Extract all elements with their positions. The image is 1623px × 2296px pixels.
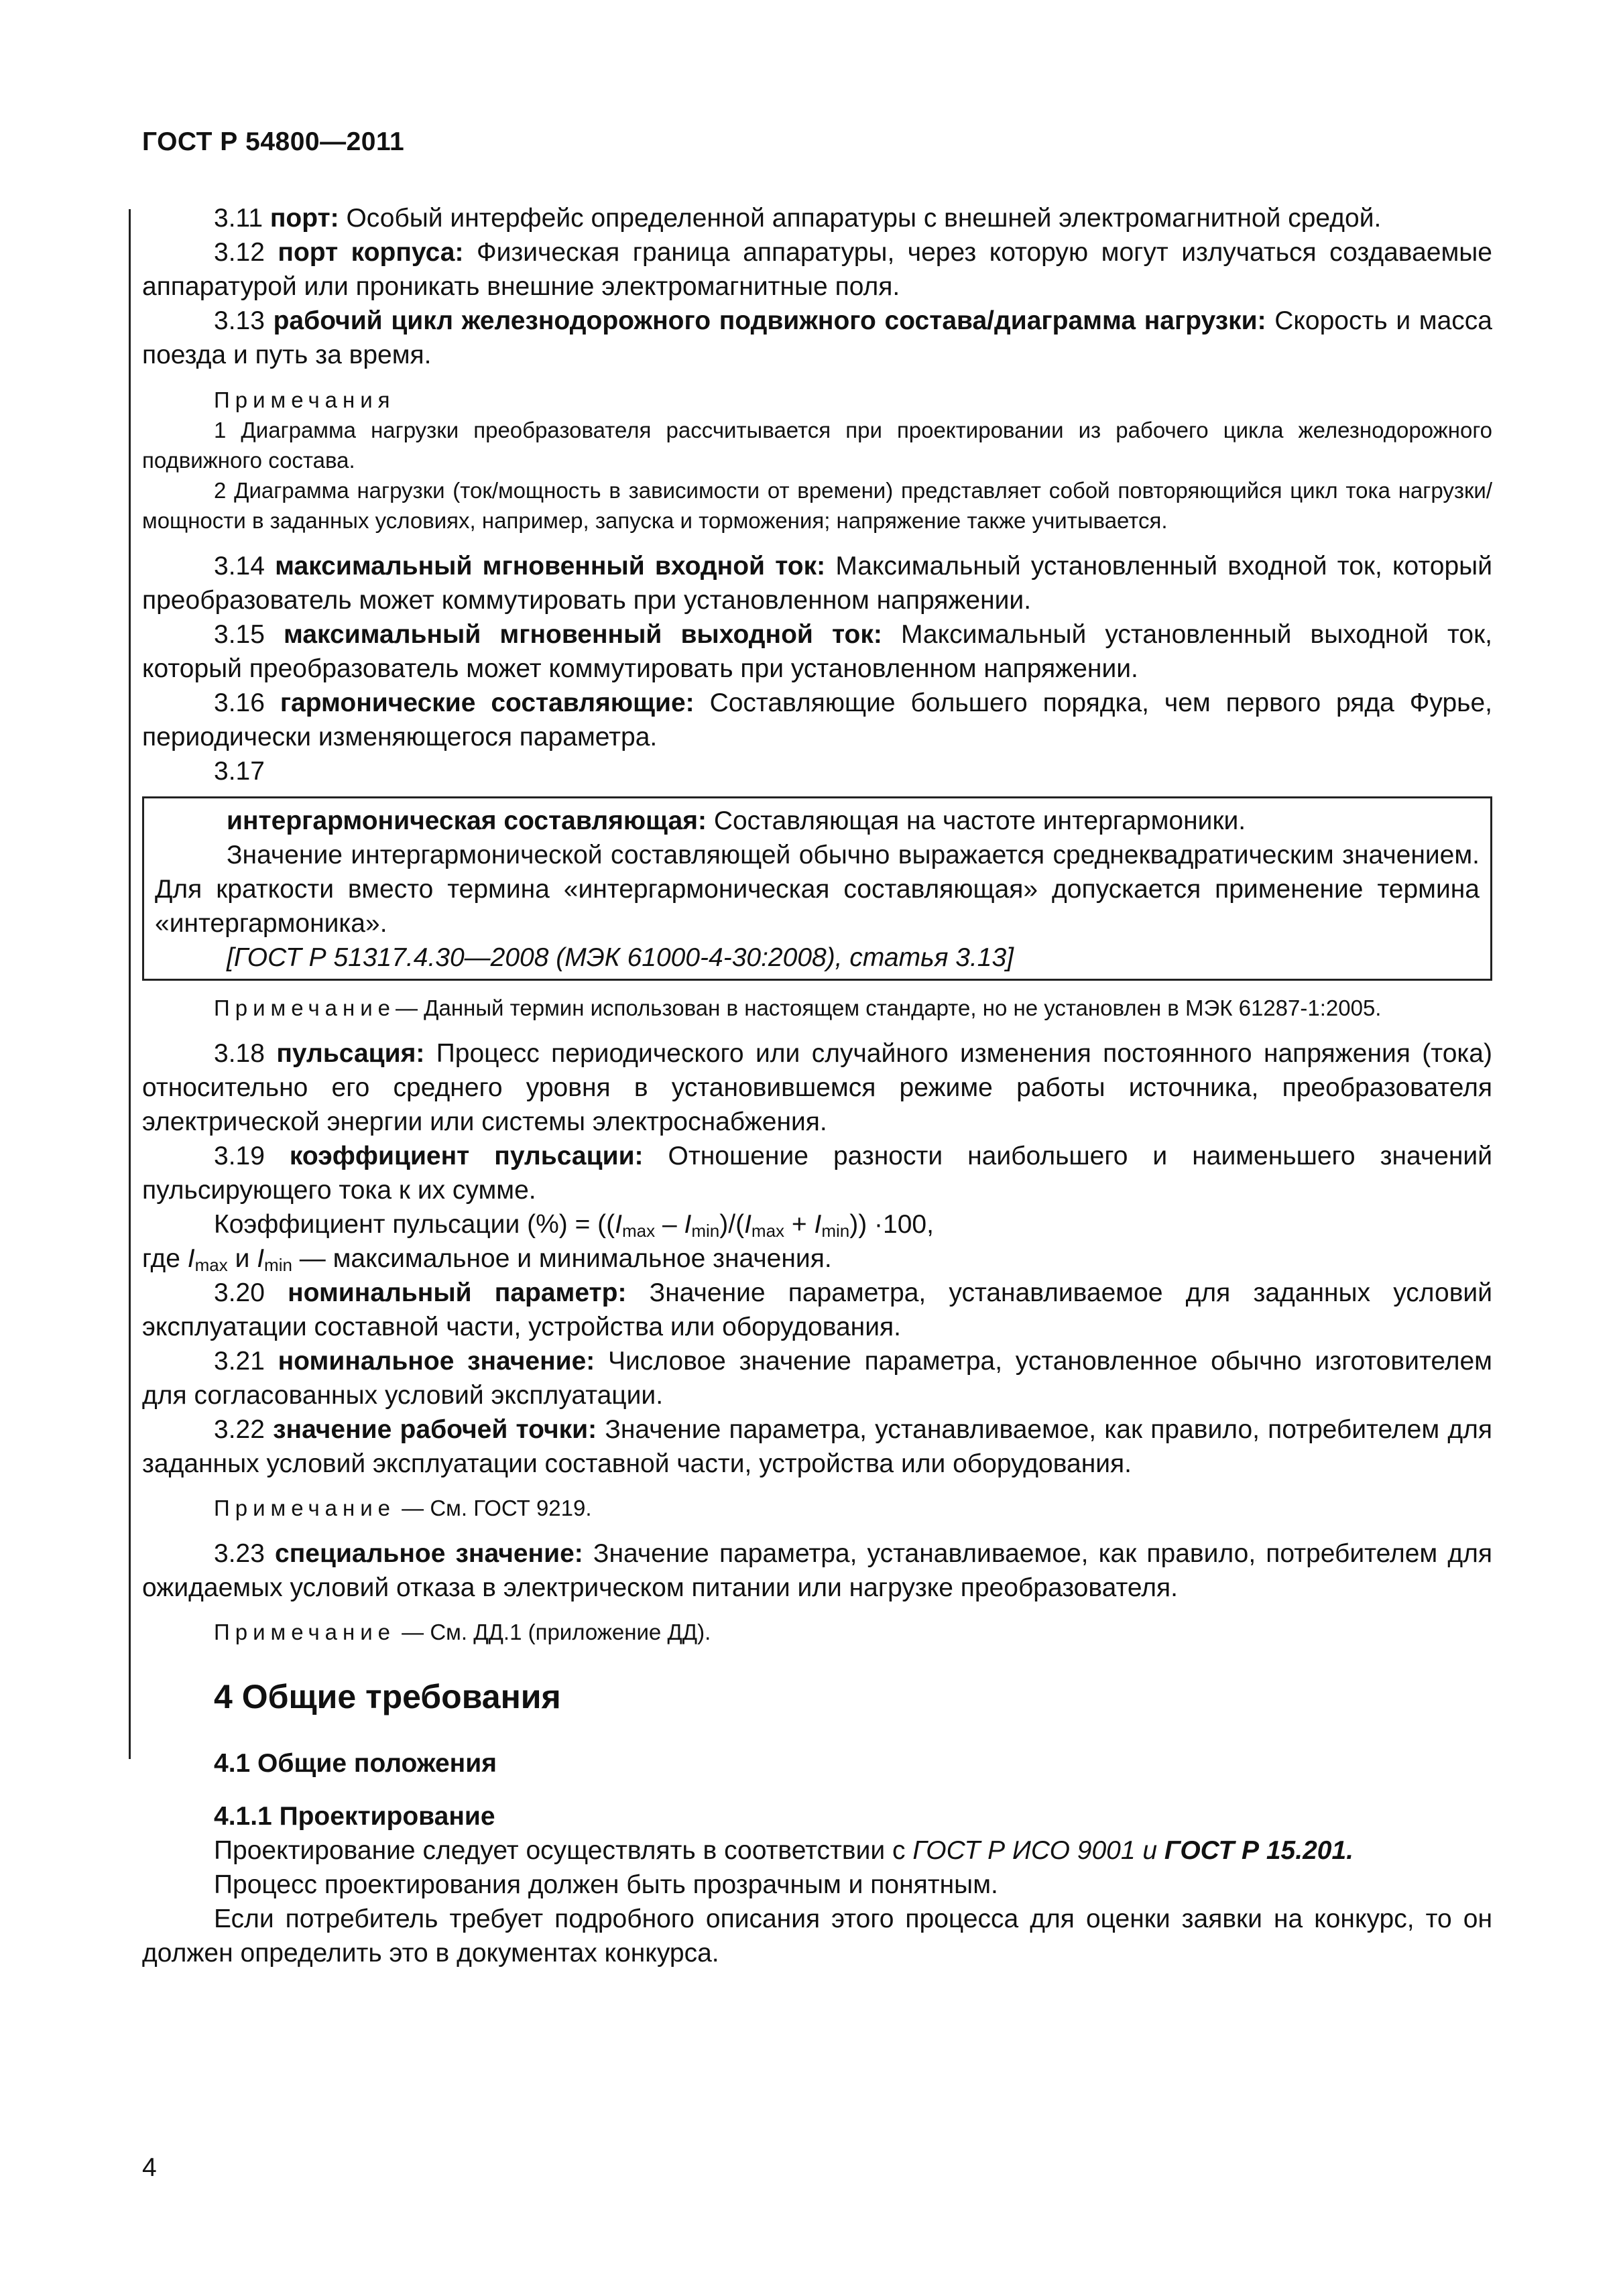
term-3-17-number: 3.17 xyxy=(214,757,265,786)
design-paragraph-2: Процесс проектирования должен быть прозрачным и понятным. xyxy=(214,1870,998,1899)
page-number: 4 xyxy=(142,2153,157,2182)
term-3-15: 3.15 максимальный мгновенный выходной ток: Максимальный установленный выходной ток, который преобразователь может коммутировать при установленном напряжении. xyxy=(142,620,1492,683)
note-3-22: Примечание — См. ГОСТ 9219. xyxy=(214,1496,592,1520)
ripple-formula: Коэффициент пульсации (%) = $((I_{max} - I_{min})/(I_{max} + I_{min})) \cdot 100$, xyxy=(214,1210,934,1241)
term-3-19: 3.19 коэффициент пульсации: Отношение разности наибольшего и наименьшего значений пульсирующего тока к их сумме. xyxy=(142,1142,1492,1205)
term-3-16: 3.16 гармонические составляющие: Составляющие большего порядка, чем первого ряда Фурье, периодически изменяющегося параметра. xyxy=(142,688,1492,751)
term-3-12: 3.12 порт корпуса: Физическая граница аппаратуры, через которую могут излучаться создаваемые аппаратурой или проникать внешние электромагнитные поля. xyxy=(142,238,1492,301)
note-3-17: Примечание— Данный термин использован в настоящем стандарте, но не установлен в МЭК 61287-1:2005. xyxy=(214,995,1382,1020)
note-1: 1 Диаграмма нагрузки преобразователя рассчитывается при проектировании из рабочего цикла железнодорожного подвижного состава. xyxy=(142,418,1492,473)
term-3-13: 3.13 рабочий цикл железнодорожного подвижного состава/диаграмма нагрузки: Скорость и масса поезда и путь за время. xyxy=(142,306,1492,369)
term-3-17-reference: [ГОСТ Р 51317.4.30—2008 (МЭК 61000-4-30:2008), статья 3.13] xyxy=(227,943,1014,972)
term-3-22: 3.22 значение рабочей точки: Значение параметра, устанавливаемое, как правило, потребителем для заданных условий эксплуатации составной части, устройства или оборудования. xyxy=(142,1415,1492,1478)
term-3-20: 3.20 номинальный параметр: Значение параметра, устанавливаемое для заданных условий эксплуатации составной части, устройства или оборудования. xyxy=(142,1278,1492,1341)
document-body xyxy=(142,201,1492,1970)
design-paragraph-1: Проектирование следует осуществлять в соответствии с ГОСТ Р ИСО 9001 и ГОСТ Р 15.201. xyxy=(214,1836,1354,1865)
term-3-23: 3.23 специальное значение: Значение параметра, устанавливаемое, как правило, потребителем для ожидаемых условий отказа в электрическом питании или нагрузке преобразователя. xyxy=(142,1539,1492,1602)
section-4-1-1-heading: 4.1.1 Проектирование xyxy=(214,1802,495,1831)
term-3-17-box xyxy=(142,796,1492,981)
section-4-1-heading: 4.1 Общие положения xyxy=(214,1749,497,1778)
term-3-11: 3.11 порт: Особый интерфейс определенной аппаратуры с внешней электромагнитной средой. xyxy=(214,204,1382,233)
term-3-17-definition: интергармоническая составляющая: Составляющая на частоте интергармоники. xyxy=(227,806,1246,835)
note-2: 2 Диаграмма нагрузки (ток/мощность в зависимости от времени) представляет собой повторяющийся цикл тока нагрузки/мощности в заданных условиях, например, запуска и торможения; напряжение также учитывается. xyxy=(142,478,1492,533)
section-4-heading: 4 Общие требования xyxy=(214,1678,561,1715)
notes-heading: Примечания xyxy=(214,387,396,412)
note-3-23: Примечание — См. ДД.1 (приложение ДД). xyxy=(214,1620,711,1644)
term-3-18: 3.18 пульсация: Процесс периодического или случайного изменения постоянного напряжения (тока) относительно его среднего уровня в установившемся режиме работы источника, преобразователя электрической энергии или системы электроснабжения. xyxy=(142,1039,1492,1136)
term-3-14: 3.14 максимальный мгновенный входной ток: Максимальный установленный входной ток, который преобразователь может коммутировать при установленном напряжении. xyxy=(142,552,1492,615)
term-3-21: 3.21 номинальное значение: Числовое значение параметра, установленное обычно изготовителем для согласованных условий эксплуатации. xyxy=(142,1347,1492,1410)
change-bar xyxy=(129,209,131,1759)
formula-legend: где $I_{max}$ и $I_{min}$ — максимальное и минимальное значения. xyxy=(142,1244,832,1275)
document-header: ГОСТ Р 54800—2011 xyxy=(142,127,405,156)
term-3-17-body: Значение интергармонической составляющей обычно выражается среднеквадратическим значением. Для краткости вместо термина «интергармоническая составляющая» допускается применение термина «интергармоника». xyxy=(155,841,1480,938)
design-paragraph-3: Если потребитель требует подробного описания этого процесса для оценки заявки на конкурс, то он должен определить это в документах конкурса. xyxy=(142,1905,1492,1968)
